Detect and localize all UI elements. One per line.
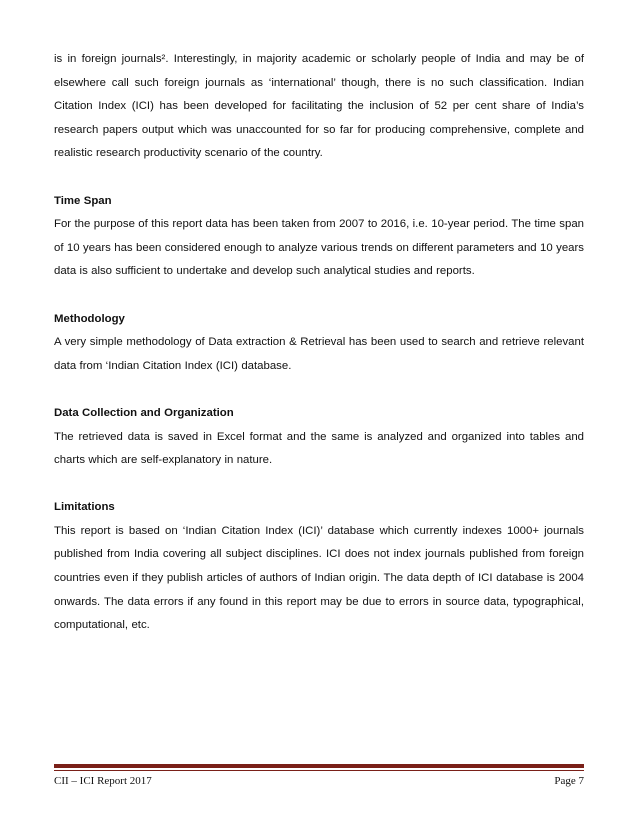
section-body-data-collection: The retrieved data is saved in Excel format and the same is analyzed and organized into tables and charts which are self-explanatory in nature. bbox=[54, 430, 584, 467]
section-body-methodology: A very simple methodology of Data extraction & Retrieval has been used to search and retrieve relevant data from ‘Indian Citation Index (ICI) database. bbox=[54, 336, 584, 372]
footer-rule bbox=[54, 764, 584, 768]
section-heading-time-span: Time Span bbox=[54, 194, 112, 207]
section-body-limitations: This report is based on ‘Indian Citation Index (ICI)’ database which currently indexes 1000+ journals published from India covering all subject disciplines. ICI does not index journals published from foreign countries even if they publish articles of authors of Indian origin. The data depth of ICI database is 2004 onwards. The data errors if any found in this report may be due to errors in source data, typographical, computational, etc. bbox=[54, 524, 584, 632]
footer-report-title: CII – ICI Report 2017 bbox=[54, 775, 152, 787]
section-heading-data-collection: Data Collection and Organization bbox=[54, 406, 234, 419]
page-body bbox=[54, 48, 584, 638]
intro-paragraph: is in foreign journals². Interestingly, in majority academic or scholarly people of India and may be of elsewhere call such foreign journals as ‘international’ though, there is no such classification. Indian Citation Index (ICI) has been developed for facilitating the inclusion of 52 per cent share of India’s research papers output which was unaccounted for so far for producing comprehensive, complete and realistic research productivity scenario of the country. bbox=[54, 53, 584, 160]
section-body-time-span: For the purpose of this report data has been taken from 2007 to 2016, i.e. 10-year period. The time span of 10 years has been considered enough to analyze various trends on different parameters and 10 years data is also sufficient to undertake and develop such analytical studies and reports. bbox=[54, 218, 584, 278]
section-heading-methodology: Methodology bbox=[54, 312, 125, 325]
section-heading-limitations: Limitations bbox=[54, 501, 115, 514]
footer-page-number: Page 7 bbox=[554, 775, 584, 787]
footer-rule-thin bbox=[54, 770, 584, 771]
